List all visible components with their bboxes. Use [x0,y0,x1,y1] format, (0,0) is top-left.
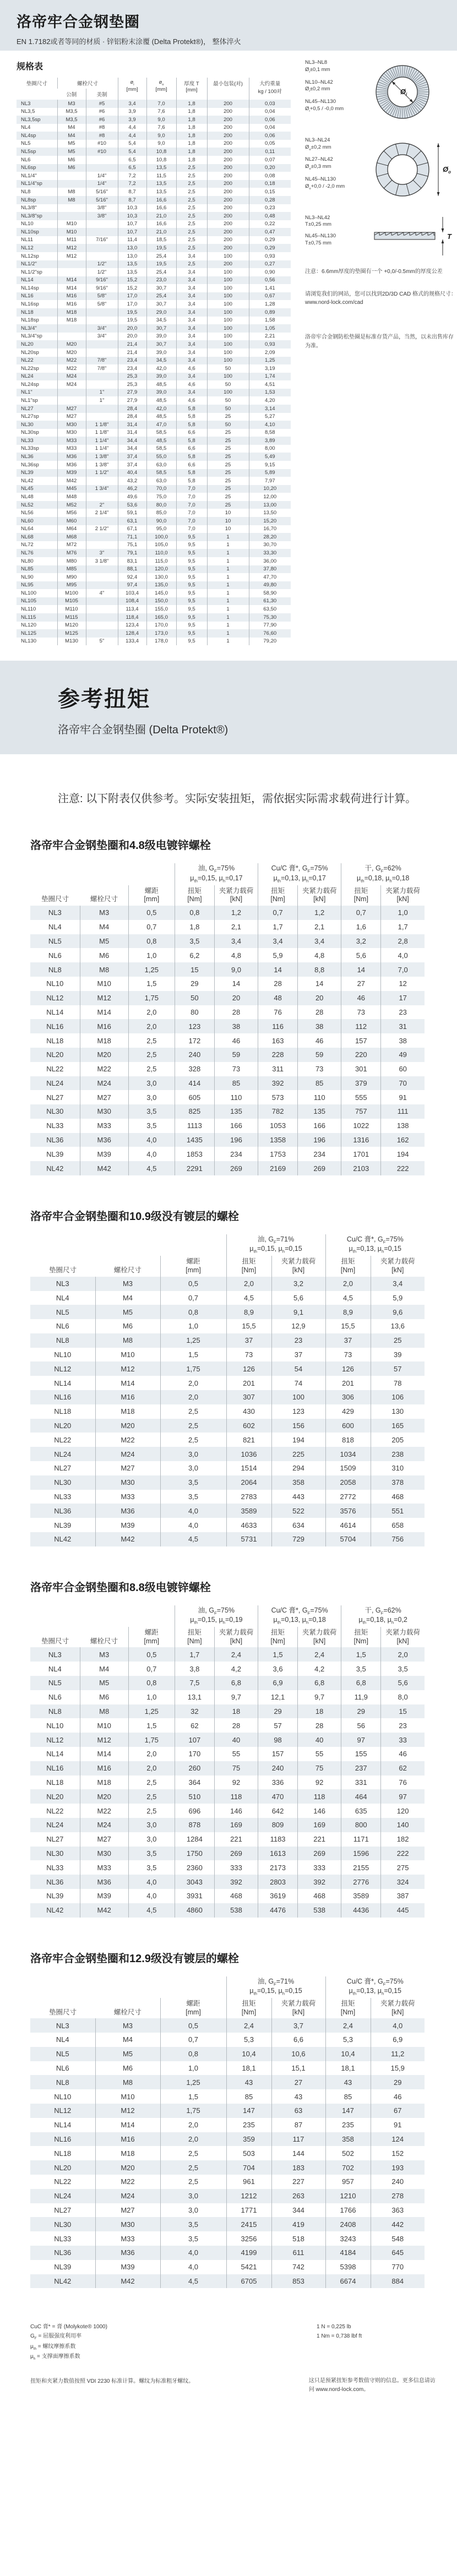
spec-col-thickness: 厚度 T [mm] [176,78,207,100]
torque-row: NL3 M3 0,5 0,8 1,2 0,7 1,2 0,7 1,0 [30,906,425,920]
spec-row: NL20sp M20 21,4 39,0 3,4 100 2,09 [17,348,291,357]
spec-row: NL3,5 M3,5 #6 3,9 7,6 1,8 200 0,04 [17,108,291,116]
torque-tables-container [0,836,457,2288]
spec-row: NL39 M39 1 1/2" 40,4 58,5 5,8 25 5,89 [17,469,291,477]
torque-row: NL42 M42 4,5 6705 853 6674 884 [30,2274,425,2289]
footer [30,2322,440,2410]
spec-row: NL8sp M8 5/16" 8,7 16,6 2,5 200 0,28 [17,196,291,204]
torque-row: NL10 M10 1,5 73 37 73 39 [30,1348,425,1362]
torque-row: NL6 M6 1,0 15,5 12,9 15,5 13,6 [30,1319,425,1333]
spec-row: NL72 M72 75,1 105,0 9,5 1 30,70 [17,541,291,549]
outer-diameter-tolerances [305,137,457,205]
torque-row: NL8 M8 1,25 37 23 37 25 [30,1333,425,1348]
torque-row: NL14 M14 2,0 235 87 235 91 [30,2118,425,2132]
condition-group-header: Cu/C 膏*, $G_F=75\%$ $\mu_{th}=0,13$, $\mu_h=0,17$ [258,863,341,885]
spec-row: NL3/4"sp 3/4" 20,0 39,0 3,4 100 2,21 [17,333,291,341]
inner-diameter-tolerances [305,59,457,127]
spec-row: NL16 M16 5/8" 17,0 25,4 3,4 100 0,67 [17,292,291,301]
spec-row: NL3/8" 3/8" 10,3 16,6 2,5 200 0,23 [17,204,291,213]
svg-text:Øo: $Ø_o$ [443,165,451,175]
torque-table-4: 油, $G_F=71\%$ $\mu_{th}=0,15$, $\mu_h=0,15$ Cu/C 膏*, $G_F=75\%$ $\mu_{th}=0,13$, $\mu_h=0,15$ 垫圈尺寸 螺栓尺寸 螺距 [mm] 扭矩 [Nm] 夹紧力载荷 [kN] 扭矩 [Nm] 夹紧力载荷 [kN] NL3 M3 0,5 2,4 3,7 2,4 4,0 NL4 M4 0,7 5,3 6,6 5,3 6,9 NL5 M5 0,8 10,4 10,6 10,4 11,2 NL6 M6 1,0 18,1 15,1 18,1 15,9 NL8 M8 1,25 43 27 43 29 NL10 M10 1,5 85 43 85 46 NL12 M12 1,75 147 63 147 67 NL14 M14 2,0 235 87 235 91 NL16 M16 2,0 359 117 358 124 NL18 M18 2,5 503 144 502 152 NL20 M20 2,5 704 183 702 193 NL22 M22 2,5 961 227 957 240 NL24 M24 3,0 1212 263 1210 278 NL27 M27 3,0 1771 344 1766 363 NL30 M30 3,5 2415 419 2408 442 NL33 M33 3,5 3256 518 3243 548 NL36 M36 4,0 4199 611 4184 645 NL39 M39 4,0 5421 742 5398 770 NL42 M42 4,5 6705 853 6674 884 [30,1976,425,2289]
spec-row: NL3/8"sp 3/8" 10,3 21,0 2,5 200 0,48 [17,212,291,220]
spec-row: NL45 M45 1 3/4" 46,2 70,0 7,0 25 10,20 [17,485,291,493]
torque-row: NL14 M14 2,0 170 55 157 55 155 46 [30,1747,425,1761]
torque-row: NL14 M14 2,0 201 74 201 78 [30,1376,425,1390]
spec-row: NL36sp M36 1 3/8" 37,4 63,0 6,6 25 9,15 [17,461,291,469]
torque-row: NL39 M39 4,0 4633 634 4614 658 [30,1518,425,1532]
torque-row: NL30 M30 3,5 2064 358 2058 378 [30,1475,425,1490]
spec-row: NL1/4" 1/4" 7,2 11,5 2,5 200 0,08 [17,172,291,180]
spec-row: NL1"sp 1" 27,9 48,5 4,6 50 4,20 [17,396,291,405]
spec-row: NL22sp M22 7/8" 23,4 42,0 4,6 50 3,19 [17,364,291,373]
spec-side-column [292,59,457,645]
spec-table [17,78,291,645]
legend-line: $\mu_{th}$ = 螺纹摩擦系数 [30,2343,76,2351]
torque-row: NL20 M20 2,5 510 118 470 118 464 97 [30,1789,425,1804]
torque-row: NL24 M24 3,0 1036 225 1034 238 [30,1447,425,1461]
torque-row: NL33 M33 3,5 1113 166 1053 166 1022 138 [30,1119,425,1133]
torque-note: 注意: 以下附表仅供参考。实际安装扭矩，需依据实际需求载荷进行计算。 [58,793,417,805]
spec-row: NL8 M8 5/16" 8,7 13,5 2,5 200 0,15 [17,188,291,196]
torque-row: NL22 M22 2,5 328 73 311 73 301 60 [30,1062,425,1076]
spec-row: NL10 M10 10,7 16,6 2,5 200 0,22 [17,220,291,228]
torque-row: NL10 M10 1,5 85 43 85 46 [30,2089,425,2104]
svg-text:T: T [447,232,451,241]
torque-row: NL3 M3 0,5 2,4 3,7 2,4 4,0 [30,2018,425,2033]
spec-row: NL3,5sp M3,5 #6 3,9 9,0 1,8 200 0,06 [17,116,291,124]
legend-line: $\mu_h$ = 支撑面摩擦系数 [30,2354,80,2361]
torque-row: NL6 M6 1,0 18,1 15,1 18,1 15,9 [30,2061,425,2076]
spec-row: NL60 M60 63,1 90,0 7,0 10 15,20 [17,517,291,525]
condition-group-header: 油, $G_F=71\%$ $\mu_{th}=0,15$, $\mu_h=0,15$ [226,1976,325,1998]
spec-col-weight: 大约重量 kg / 100对 [249,78,291,100]
spec-heading: 规格表 [17,62,43,72]
spec-row: NL30sp M30 1 1/8" 31,4 58,5 6,6 25 8,58 [17,429,291,437]
tolerance-item: NL45–NL130 $Ø_i+0,5 / -0,0$ mm [305,99,344,113]
torque-row: NL16 M16 2,0 359 117 358 124 [30,2132,425,2147]
spec-row: NL6 M6 6,5 10,8 1,8 200 0,07 [17,156,291,164]
spec-col-us: 美制 [86,89,118,100]
spec-col-di: $ø_i$ [mm] [118,78,146,100]
spec-row: NL33sp M33 1 1/4" 34,4 58,5 6,6 25 8,00 [17,445,291,453]
spec-row: NL5 M5 #10 5,4 9,0 1,8 200 0,05 [17,140,291,148]
torque-row: NL27 M27 3,0 1771 344 1766 363 [30,2203,425,2218]
spec-row: NL95 M95 97,4 135,0 9,5 1 49,80 [17,581,291,590]
page-subtitle: EN 1.7182或者等同的材质 · 锌铝粉末涂覆 (Delta Protekt®)， 整体淬火 [17,37,241,46]
spec-row: NL125 M125 128,4 173,0 9,5 1 76,60 [17,629,291,638]
condition-group-header: 油, $G_F=71\%$ $\mu_{th}=0,15$, $\mu_h=0,15$ [226,1234,325,1256]
torque-row: NL6 M6 1,0 13,1 9,7 12,1 9,7 11,9 8,0 [30,1690,425,1704]
spec-row: NL27 M27 28,4 42,0 5,8 50 3,14 [17,405,291,413]
spec-row: NL3/4" 3/4" 20,0 30,7 3,4 100 1,05 [17,324,291,333]
torque-row: NL22 M22 2,5 821 194 818 205 [30,1433,425,1447]
torque-row: NL10 M10 1,5 29 14 28 14 27 12 [30,977,425,991]
tolerance-item: NL45–NL130 T±0,75 mm [305,233,336,247]
torque-row: NL16 M16 2,0 260 75 240 75 237 62 [30,1761,425,1776]
torque-table-title-2: 洛帝牢合金钢垫圈和10.9级没有镀层的螺栓 [30,1211,239,1223]
spec-row: NL130 M130 5" 133,4 178,0 9,5 1 79,20 [17,638,291,646]
footer-legend [30,2322,212,2362]
spec-row: NL3 M3 #5 3,4 7,0 1,8 200 0,03 [17,100,291,108]
torque-table-section-1 [30,836,427,1175]
torque-row: NL24 M24 3,0 1212 263 1210 278 [30,2189,425,2203]
washer-inner-diameter-diagram [370,59,435,127]
spec-row: NL85 M85 88,1 120,0 9,5 1 37,80 [17,565,291,574]
torque-row: NL14 M14 2,0 80 28 76 28 73 23 [30,1005,425,1020]
torque-table-section-2 [30,1207,427,1546]
tolerance-item: NL10–NL42 $Ø_i\pm 0,2$ mm [305,79,333,94]
torque-table-3: 油, $G_F=75\%$ $\mu_{th}=0,15$, $\mu_h=0,19$ Cu/C 膏*, $G_F=75\%$ $\mu_{th}=0,13$, $\mu_h=0,18$ 干, $G_F=62\%$ $\mu_{th}=0,18$, $\mu_h=0,2$ 垫圈尺寸 螺栓尺寸 螺距 [mm] 扭矩 [Nm] 夹紧力载荷 [kN] 扭矩 [Nm] 夹紧力载荷 [kN] 扭矩 [Nm] 夹紧力载荷 [kN] NL3 M3 0,5 1,7 2,4 1,5 2,4 1,5 2,0 NL4 M4 0,7 3,8 4,2 3,6 4,2 3,5 3,5 NL5 M5 0,8 7,5 6,8 6,9 6,8 6,8 5,6 NL6 M6 1,0 13,1 9,7 12,1 9,7 11,9 8,0 NL8 M8 1,25 32 18 29 18 29 15 NL10 M10 1,5 62 28 57 28 56 23 NL12 M12 1,75 107 40 98 40 97 33 NL14 M14 2,0 170 55 157 55 155 46 NL16 M16 2,0 260 75 240 75 237 62 NL18 M18 2,5 364 92 336 92 331 76 NL20 M20 2,5 510 118 470 118 464 97 NL22 M22 2,5 696 146 642 146 635 120 NL24 M24 3,0 878 169 809 169 800 140 NL27 M27 3,0 1284 221 1183 221 1171 182 NL30 M30 3,5 1750 269 1613 269 1596 222 NL33 M33 3,5 2360 333 2173 333 2155 275 NL36 M36 4,0 3043 392 2803 392 2776 324 NL39 M39 4,0 3931 468 3619 468 3589 387 NL42 M42 4,5 4860 538 4476 538 4436 445 [30,1605,425,1918]
spec-col-do: $ø_o$ [mm] [146,78,176,100]
torque-table-1: 油, $G_F=75\%$ $\mu_{th}=0,15$, $\mu_h=0,17$ Cu/C 膏*, $G_F=75\%$ $\mu_{th}=0,13$, $\mu_h=0,17$ 干, $G_F=62\%$ $\mu_{th}=0,18$, $\mu_h=0,18$ 垫圈尺寸 螺栓尺寸 螺距 [mm] 扭矩 [Nm] 夹紧力载荷 [kN] 扭矩 [Nm] 夹紧力载荷 [kN] 扭矩 [Nm] 夹紧力载荷 [kN] NL3 M3 0,5 0,8 1,2 0,7 1,2 0,7 1,0 NL4 M4 0,7 1,8 2,1 1,7 2,1 1,6 1,7 NL5 M5 0,8 3,5 3,4 3,4 3,4 3,2 2,8 NL6 M6 1,0 6,2 4,8 5,9 4,8 5,6 4,0 NL8 M8 1,25 15 9,0 14 8,8 14 7,0 NL10 M10 1,5 29 14 28 14 27 12 NL12 M12 1,75 50 20 48 20 46 17 NL14 M14 2,0 80 28 76 28 73 23 NL16 M16 2,0 123 38 116 38 112 31 NL18 M18 2,5 172 46 163 46 157 38 NL20 M20 2,5 240 59 228 59 220 49 NL22 M22 2,5 328 73 311 73 301 60 NL24 M24 3,0 414 85 392 85 379 70 NL27 M27 3,0 605 110 573 110 555 91 NL30 M30 3,5 825 135 782 135 757 111 NL33 M33 3,5 1113 166 1053 166 1022 138 NL36 M36 4,0 1435 196 1358 196 1316 162 NL39 M39 4,0 1853 234 1753 234 1701 194 NL42 M42 4,5 2291 269 2169 269 2103 222 [30,863,425,1175]
spec-row: NL18sp M18 19,5 34,5 3,4 100 1,58 [17,317,291,325]
spec-row: NL80 M80 3 1/8" 83,1 115,0 9,5 1 36,00 [17,557,291,565]
torque-row: NL20 M20 2,5 602 156 600 165 [30,1419,425,1433]
torque-section-title: 参考扭矩 [58,687,150,712]
torque-row: NL33 M33 3,5 2783 443 2772 468 [30,1490,425,1504]
torque-row: NL18 M18 2,5 430 123 429 130 [30,1404,425,1419]
thickness-tolerances [305,215,457,260]
torque-row: NL4 M4 0,7 4,5 5,6 4,5 5,9 [30,1291,425,1305]
torque-row: NL22 M22 2,5 961 227 957 240 [30,2175,425,2189]
condition-group-header: 油, $G_F=75\%$ $\mu_{th}=0,15$, $\mu_h=0,19$ [175,1605,258,1627]
spec-row: NL12 M12 13,0 19,5 2,5 200 0,29 [17,244,291,252]
torque-row: NL16 M16 2,0 123 38 116 38 112 31 [30,1019,425,1033]
spec-row: NL1/2" 1/2" 13,5 19,5 2,5 200 0,27 [17,260,291,269]
torque-row: NL10 M10 1,5 62 28 57 28 56 23 [30,1718,425,1733]
spec-row: NL24sp M24 25,3 48,5 4,6 50 4,51 [17,380,291,389]
torque-row: NL42 M42 4,5 5731 729 5704 756 [30,1532,425,1546]
torque-row: NL24 M24 3,0 414 85 392 85 379 70 [30,1076,425,1091]
tolerance-item: NL45–NL130 $Ø_o+0,0 / -2,0$ mm [305,176,345,190]
torque-row: NL3 M3 0,5 2,0 3,2 2,0 3,4 [30,1277,425,1291]
spec-row: NL68 M68 71,1 100,0 9,5 1 28,20 [17,533,291,541]
spec-row: NL4 M4 #8 4,4 7,6 1,8 200 0,04 [17,124,291,132]
torque-section-band [0,661,457,754]
spec-col-washer: 垫圈尺寸 [26,81,47,87]
torque-row: NL39 M39 4,0 1853 234 1753 234 1701 194 [30,1147,425,1161]
spec-row: NL10sp M10 10,7 21,0 2,5 200 0,47 [17,228,291,236]
torque-row: NL42 M42 4,5 4860 538 4476 538 4436 445 [30,1903,425,1918]
torque-row: NL12 M12 1,75 50 20 48 20 46 17 [30,991,425,1005]
stock-note: 洛帝牢合金钢防松垫圈是标准存货产品，当然，以未出售库存为准。 [305,334,454,350]
torque-row: NL39 M39 4,0 5421 742 5398 770 [30,2260,425,2274]
spec-section [0,51,457,645]
torque-row: NL22 M22 2,5 696 146 642 146 635 120 [30,1804,425,1818]
spec-col-bolt: 螺栓尺寸 [57,78,118,89]
torque-row: NL5 M5 0,8 10,4 10,6 10,4 11,2 [30,2047,425,2061]
spec-row: NL14sp M14 9/16" 15,2 30,7 3,4 100 1,41 [17,284,291,292]
torque-table-title-4: 洛帝牢合金钢垫圈和12.9级没有镀层的螺栓 [30,1952,239,1965]
spec-row: NL18 M18 19,5 29,0 3,4 100 0,89 [17,308,291,317]
spec-row: NL1/4"sp 1/4" 7,2 13,5 2,5 200 0,18 [17,180,291,188]
spec-row: NL52 M52 2" 53,6 80,0 7,0 25 13,00 [17,501,291,509]
spec-row: NL5sp M5 #10 5,4 10,8 1,8 200 0,11 [17,148,291,156]
washer-thickness-diagram [370,215,453,260]
torque-row: NL27 M27 3,0 1284 221 1183 221 1171 182 [30,1832,425,1847]
torque-row: NL5 M5 0,8 3,5 3,4 3,4 3,4 3,2 2,8 [30,934,425,949]
condition-group-header: Cu/C 膏*, $G_F=75\%$ $\mu_{th}=0,13$, $\mu_h=0,15$ [325,1234,425,1256]
torque-row: NL12 M12 1,75 147 63 147 67 [30,2104,425,2118]
torque-section-subtitle: 洛帝牢合金钢垫圈 (Delta Protekt®) [58,724,228,737]
torque-row: NL3 M3 0,5 1,7 2,4 1,5 2,4 1,5 2,0 [30,1647,425,1662]
torque-table-title-3: 洛帝牢合金钢垫圈和8.8级电镀锌螺栓 [30,1581,211,1594]
spec-row: NL76 M76 3" 79,1 110,0 9,5 1 33,30 [17,549,291,557]
torque-row: NL8 M8 1,25 15 9,0 14 8,8 14 7,0 [30,962,425,977]
torque-row: NL16 M16 2,0 307 100 306 106 [30,1390,425,1404]
cad-note: 请浏览我们的网站，您可以找到2D/3D CAD 格式的规格尺寸： www.nord-lock.com/cad [305,291,457,306]
torque-row: NL42 M42 4,5 2291 269 2169 269 2103 222 [30,1161,425,1175]
torque-row: NL6 M6 1,0 6,2 4,8 5,9 4,8 5,6 4,0 [30,948,425,962]
footer-reference-note: 这只是预紧扭矩参考数值守则的信息。更多信息请访问 www.nord-lock.com。 [308,2377,436,2393]
footer-calc-note: 扭矩和夹紧力数值按照 VDI 2230 标准计算。螺纹为标准粗牙螺纹。 [30,2378,194,2384]
spec-row: NL6sp M6 6,5 13,5 2,5 200 0,20 [17,164,291,172]
torque-row: NL5 M5 0,8 8,9 9,1 8,9 9,6 [30,1305,425,1319]
spec-row: NL36 M36 1 3/8" 37,4 55,0 5,8 25 5,49 [17,453,291,461]
torque-table-title-1: 洛帝牢合金钢垫圈和4.8级电镀锌螺栓 [30,840,211,852]
conversion-line: 1 Nm = 0,738 lbf ft [317,2333,362,2340]
torque-row: NL4 M4 0,7 5,3 6,6 5,3 6,9 [30,2033,425,2047]
torque-row: NL8 M8 1,25 32 18 29 18 29 15 [30,1704,425,1719]
torque-row: NL8 M8 1,25 43 27 43 29 [30,2075,425,2089]
torque-row: NL36 M36 4,0 4199 611 4184 645 [30,2246,425,2260]
condition-group-header: 油, $G_F=75\%$ $\mu_{th}=0,15$, $\mu_h=0,17$ [175,863,258,885]
spec-row: NL56 M56 2 1/4" 59,1 85,0 7,0 10 13,50 [17,509,291,517]
torque-row: NL18 M18 2,5 503 144 502 152 [30,2146,425,2160]
torque-row: NL36 M36 4,0 1435 196 1358 196 1316 162 [30,1133,425,1147]
spec-row: NL48 M48 49,6 75,0 7,0 25 12,00 [17,493,291,501]
torque-row: NL27 M27 3,0 1514 294 1509 310 [30,1461,425,1475]
torque-row: NL18 M18 2,5 364 92 336 92 331 76 [30,1776,425,1790]
torque-table-2: 油, $G_F=71\%$ $\mu_{th}=0,15$, $\mu_h=0,15$ Cu/C 膏*, $G_F=75\%$ $\mu_{th}=0,13$, $\mu_h=0,15$ 垫圈尺寸 螺栓尺寸 螺距 [mm] 扭矩 [Nm] 夹紧力载荷 [kN] 扭矩 [Nm] 夹紧力载荷 [kN] NL3 M3 0,5 2,0 3,2 2,0 3,4 NL4 M4 0,7 4,5 5,6 4,5 5,9 NL5 M5 0,8 8,9 9,1 8,9 9,6 NL6 M6 1,0 15,5 12,9 15,5 13,6 NL8 M8 1,25 37 23 37 25 NL10 M10 1,5 73 37 73 39 NL12 M12 1,75 126 54 126 57 NL14 M14 2,0 201 74 201 78 NL16 M16 2,0 307 100 306 106 NL18 M18 2,5 430 123 429 130 NL20 M20 2,5 602 156 600 165 NL22 M22 2,5 821 194 818 205 NL24 M24 3,0 1036 225 1034 238 NL27 M27 3,0 1514 294 1509 310 NL30 M30 3,5 2064 358 2058 378 NL33 M33 3,5 2783 443 2772 468 NL36 M36 4,0 3589 522 3576 551 NL39 M39 4,0 4633 634 4614 658 NL42 M42 4,5 5731 729 5704 756 [30,1234,425,1546]
condition-group-header: Cu/C 膏*, $G_F=75\%$ $\mu_{th}=0,13$, $\mu_h=0,15$ [325,1976,425,1998]
torque-row: NL27 M27 3,0 605 110 573 110 555 91 [30,1090,425,1104]
legend-line: CuC 膏* = 膏 (Molykote® 1000) [30,2324,107,2330]
torque-row: NL20 M20 2,5 704 183 702 193 [30,2160,425,2175]
spec-col-pack: 最小包装(对) [207,78,249,100]
torque-row: NL33 M33 3,5 2360 333 2173 333 2155 275 [30,1860,425,1875]
spec-row: NL1" 1" 27,9 39,0 3,4 100 1,53 [17,389,291,397]
torque-row: NL4 M4 0,7 3,8 4,2 3,6 4,2 3,5 3,5 [30,1662,425,1676]
spec-row: NL64 M64 2 1/2" 67,1 95,0 7,0 10 16,70 [17,525,291,533]
spec-row: NL20 M20 21,4 30,7 3,4 100 0,93 [17,340,291,348]
torque-row: NL36 M36 4,0 3043 392 2803 392 2776 324 [30,1875,425,1889]
torque-row: NL30 M30 3,5 1750 269 1613 269 1596 222 [30,1847,425,1861]
spec-row: NL110 M110 113,4 155,0 9,5 1 63,50 [17,605,291,613]
spec-row: NL27sp M27 28,4 48,5 5,8 25 5,27 [17,413,291,421]
thickness-tolerance-note: 注意：6.6mm厚度的垫圈有一个 +0,0/-0.5mm的厚度公差 [305,269,443,275]
torque-row: NL4 M4 0,7 1,8 2,1 1,7 2,1 1,6 1,7 [30,920,425,934]
spec-row: NL33 M33 1 1/4" 34,4 48,5 5,8 25 3,89 [17,437,291,445]
condition-group-header: 干, $G_F=62\%$ $\mu_{th}=0,18$, $\mu_h=0,18$ [341,863,425,885]
condition-group-header: 干, $G_F=62\%$ $\mu_{th}=0,18$, $\mu_h=0,2$ [341,1605,425,1627]
torque-row: NL24 M24 3,0 878 169 809 169 800 140 [30,1818,425,1832]
spec-row: NL4sp M4 #8 4,4 9,0 1,8 200 0,06 [17,132,291,140]
svg-text:Øi: $Ø_i$ [400,88,407,97]
torque-row: NL20 M20 2,5 240 59 228 59 220 49 [30,1048,425,1062]
torque-row: NL30 M30 3,5 825 135 782 135 757 111 [30,1104,425,1119]
tolerance-item: NL3–NL8 $Ø_i\pm 0,1$ mm [305,59,330,74]
tolerance-item: NL3–NL24 $Ø_o\pm 0,2$ mm [305,137,331,151]
spec-row: NL11 M11 7/16" 11,4 18,5 2,5 200 0,29 [17,236,291,244]
torque-table-section-4 [30,1949,427,2289]
torque-row: NL18 M18 2,5 172 46 163 46 157 38 [30,1033,425,1048]
torque-row: NL36 M36 4,0 3589 522 3576 551 [30,1504,425,1518]
spec-col-metric: 公制 [66,92,77,98]
spec-row: NL14 M14 9/16" 15,2 23,0 3,4 100 0,56 [17,276,291,285]
torque-row: NL30 M30 3,5 2415 419 2408 442 [30,2217,425,2231]
condition-group-header: Cu/C 膏*, $G_F=75\%$ $\mu_{th}=0,13$, $\mu_h=0,18$ [258,1605,341,1627]
spec-row: NL105 M105 108,4 150,0 9,5 1 61,30 [17,597,291,606]
tolerance-item: NL27–NL42 $Ø_o\pm 0,3$ mm [305,156,333,171]
torque-row: NL12 M12 1,75 107 40 98 40 97 33 [30,1733,425,1747]
spec-row: NL16sp M16 5/8" 17,0 30,7 3,4 100 1,28 [17,300,291,308]
spec-row: NL24 M24 25,3 39,0 3,4 100 1,74 [17,373,291,381]
conversion-line: 1 N = 0,225 lb [317,2324,351,2330]
cad-link[interactable]: www.nord-lock.com/cad [305,299,363,306]
torque-row: NL39 M39 4,0 3931 468 3619 468 3589 387 [30,1889,425,1903]
torque-row: NL33 M33 3,5 3256 518 3243 548 [30,2231,425,2246]
legend-line: $G_F$ = 屈服强度利用率 [30,2333,81,2341]
spec-row: NL120 M120 123,4 170,0 9,5 1 77,90 [17,622,291,630]
spec-row: NL22 M22 7/8" 23,4 34,5 3,4 100 1,25 [17,357,291,365]
footer-unit-conversions [317,2322,427,2362]
header-band [0,0,457,51]
tolerance-item: NL3–NL42 T±0,25 mm [305,214,331,228]
torque-row: NL12 M12 1,75 126 54 126 57 [30,1361,425,1376]
torque-row: NL5 M5 0,8 7,5 6,8 6,9 6,8 6,8 5,6 [30,1676,425,1690]
spec-row: NL115 M115 118,4 165,0 9,5 1 75,30 [17,613,291,622]
spec-row: NL42 M42 43,2 63,0 5,8 25 7,97 [17,477,291,485]
spec-row: NL90 M90 92,4 130,0 9,5 1 47,70 [17,573,291,581]
washer-outer-diameter-diagram [370,137,453,205]
spec-row: NL100 M100 4" 103,4 145,0 9,5 1 58,90 [17,589,291,597]
spec-row: NL12sp M12 13,0 25,4 3,4 100 0,93 [17,252,291,260]
spec-row: NL1/2"sp 1/2" 13,5 25,4 3,4 100 0,90 [17,268,291,276]
page-title: 洛帝牢合金钢垫圈 [17,14,140,30]
spec-row: NL30 M30 1 1/8" 31,4 47,0 5,8 50 4,10 [17,421,291,429]
torque-table-section-3 [30,1578,427,1918]
